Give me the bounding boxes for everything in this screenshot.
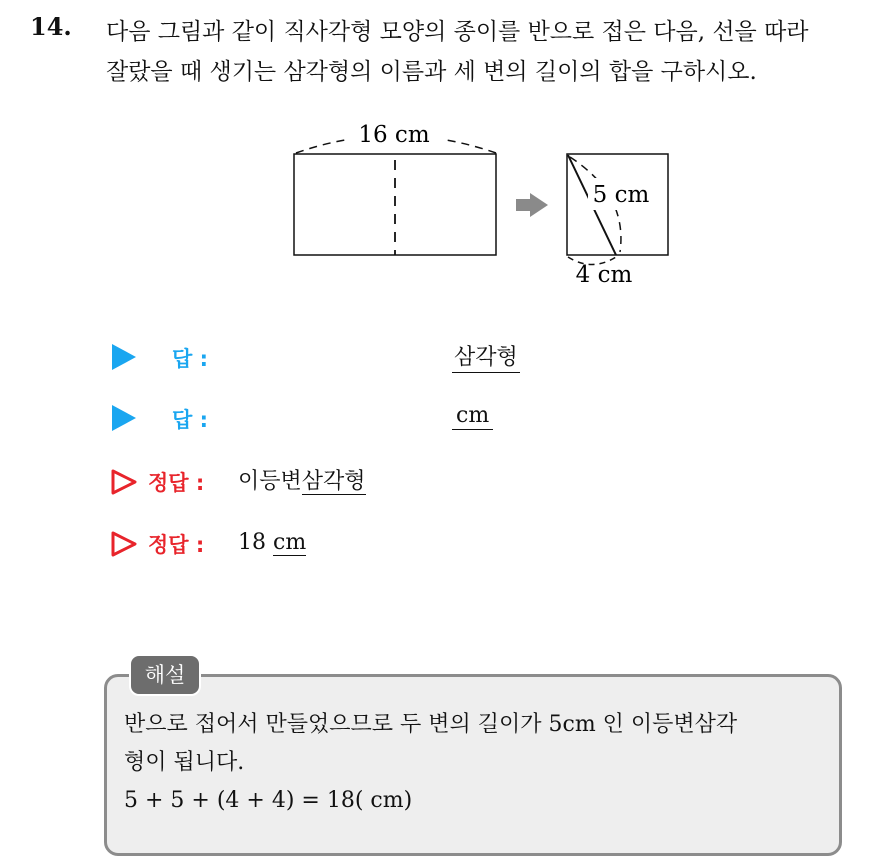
correct-1-value <box>238 464 366 495</box>
question-number: 14. <box>30 12 72 41</box>
bottom-length-label: 4 cm <box>575 262 633 288</box>
folding-figure <box>0 0 884 320</box>
slant-length-label: 5 cm <box>592 182 650 208</box>
correct-1-label: 정답 : <box>148 471 205 495</box>
explanation-line-3: 5 + 5 + (4 + 4) = 18( cm) <box>124 788 413 813</box>
answer-2-field[interactable]: cm <box>452 403 493 430</box>
correct-1-prefix: 이등변 <box>238 469 302 494</box>
answer-1-field[interactable]: 삼각형 <box>452 340 520 373</box>
correct-1-underlined: 삼각형 <box>301 469 366 494</box>
answer-2-label: 답 : <box>172 408 208 432</box>
correct-2-arrow-icon <box>110 530 138 558</box>
top-length-label: 16 cm <box>358 122 430 148</box>
explanation-text <box>124 706 834 820</box>
correct-2-prefix: 18 <box>238 530 273 555</box>
correct-2-value <box>238 530 306 555</box>
correct-2-label: 정답 : <box>148 533 205 557</box>
correct-1-arrow-icon <box>110 468 138 496</box>
answer-1-arrow-icon <box>112 344 136 370</box>
explanation-tag: 해설 <box>129 654 201 696</box>
explanation-line-2: 형이 됩니다. <box>124 750 245 775</box>
transform-arrow <box>516 193 548 217</box>
answer-2-arrow-icon <box>112 405 136 431</box>
explanation-line-1: 반으로 접어서 만들었으므로 두 변의 길이가 5cm 인 이등변삼각 <box>124 712 738 737</box>
question-line-2: 잘랐을 때 생기는 삼각형의 이름과 세 변의 길이의 합을 구하시오. <box>106 59 757 85</box>
question-line-1: 다음 그림과 같이 직사각형 모양의 종이를 반으로 접은 다음, 선을 따라 <box>106 19 809 45</box>
answer-1-label: 답 : <box>172 347 208 371</box>
correct-2-underlined: cm <box>273 530 307 555</box>
